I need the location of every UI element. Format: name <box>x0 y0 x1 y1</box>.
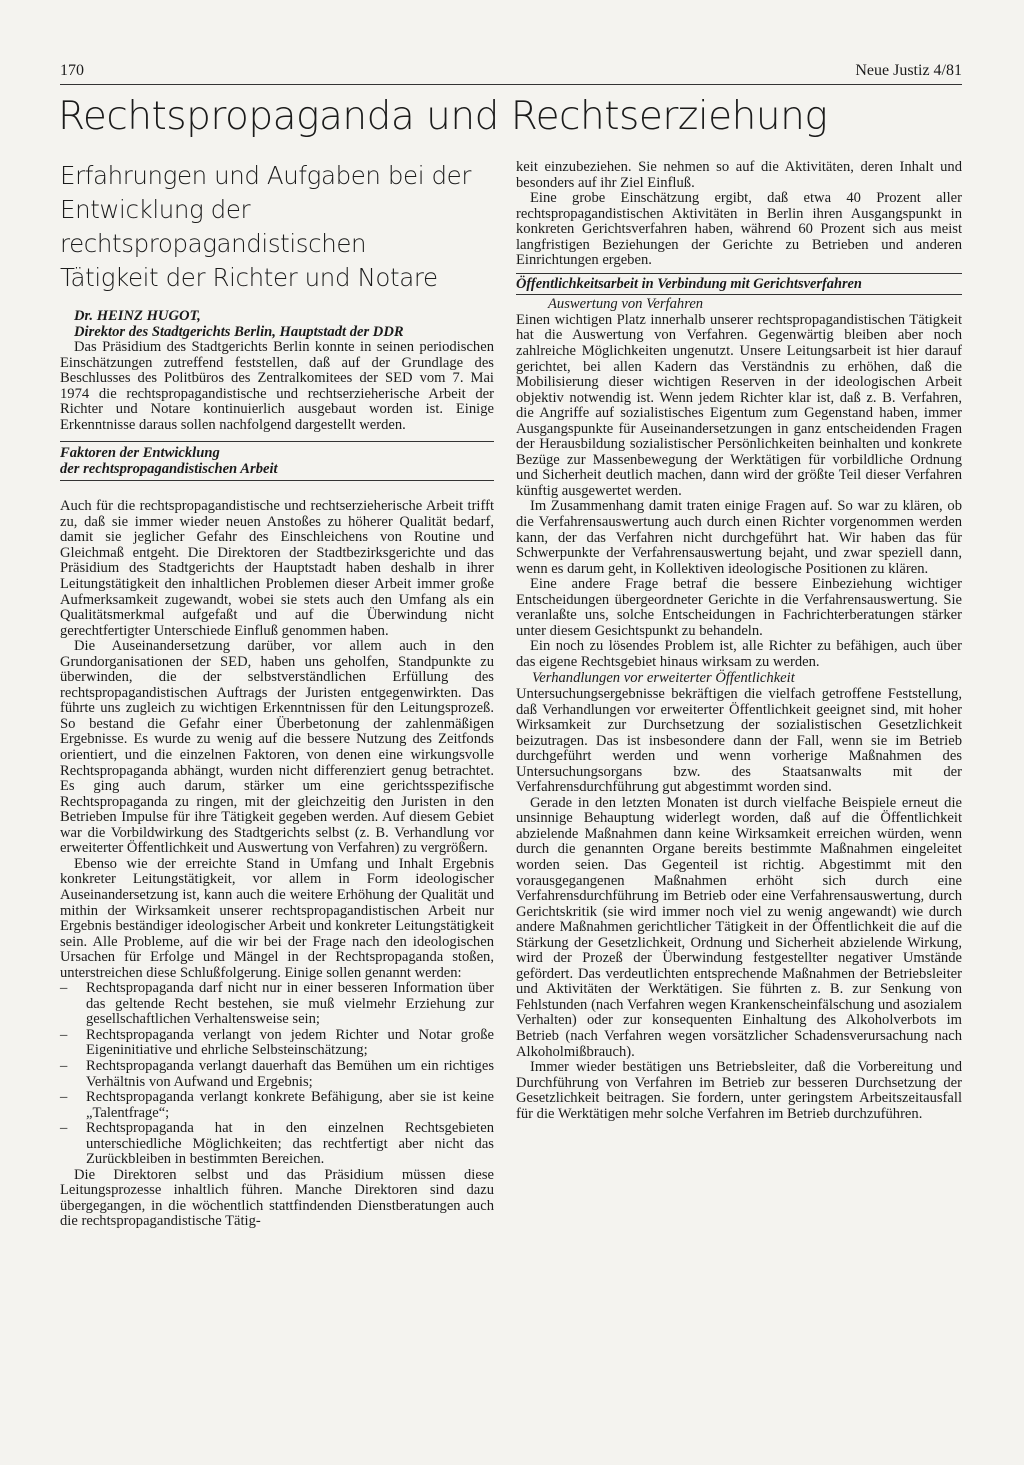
subheading-public-relations <box>516 273 962 296</box>
body-paragraph: Die Auseinandersetzung darüber, vor allem auch in den Grundorganisationen der SED, haben uns geholfen, Standpunkte zu überwinden, die der selbstverständlichen Erfüllung des rechtspropagandistischen Auftrags der Juristen entgegenwirkten. Das führte uns zugleich zu wichtigen Erkenntnissen für den Leitungsprozeß. So bestand die Gefahr einer Überbetonung der zahlenmäßigen Ergebnisse. Es wurde zu wenig auf die bessere Nutzung des Zeitfonds orientiert, und die einzelnen Faktoren, von denen eine wirkungsvolle Rechtspropaganda abhängt, wurden nicht differenziert genug betrachtet. Es ging auch darum, stärker um eine gerichtsspezifische Rechtspropaganda zu ringen, mit der gleichzeitig den Juristen in den Betrieben Impulse für ihre Tätigkeit gegeben werden. Auf diesem Gebiet war die Vorbildwirkung des Stadtgerichts selbst (z. B. Verhandlung vor erweiterter Öffentlichkeit und Auswertung von Verfahren) zu vergrößern. <box>60 638 494 857</box>
author-description: Direktor des Stadtgerichts Berlin, Hauptstadt der DDR <box>74 324 404 340</box>
body-paragraph: Immer wieder bestätigen uns Betriebsleiter, daß die Vorbereitung und Durchführung von Verfahren im Betrieb zur besseren Durchsetzung der Gesetzlichkeit beitragen. Sie fordern, unter geringstem Arbeitszeitausfall für die Werktätigen mehr solche Verfahren im Betrieb durchzuführen. <box>516 1059 962 1122</box>
subheading-line: der rechtspropagandistischen Arbeit <box>60 460 278 477</box>
subheading-factors <box>60 441 494 481</box>
body-paragraph: Die Direktoren selbst und das Präsidium müssen diese Leitungsprozesse inhaltlich führen. Manche Direktoren sind dazu übergegangen, in die wöchentlich stattfindenden Dienstberatungen auch die rechtspropagandistische Tätig- <box>60 1166 494 1230</box>
right-column <box>516 160 962 1122</box>
body-paragraph: Ein noch zu lösendes Problem ist, alle Richter zu befähigen, auch über das eigene Rechtsgebiet hinaus wirksam zu werden. <box>516 638 962 670</box>
body-paragraph: Im Zusammenhang damit traten einige Fragen auf. So war zu klären, ob die Verfahrensauswertung auch durch einen Richter vorgenommen werden kann, der das Verfahren nicht durchgeführt hat. Wir haben das für Schwerpunkte der Verfahrensauswertung bejaht, und zwar speziell dann, wenn es darum geht, in Kollektiven ideologische Positionen zu klären. <box>516 498 962 577</box>
section-title: Rechtspropaganda und Rechtserziehung <box>58 94 828 139</box>
subheading-evaluation: Auswertung von Verfahren <box>548 296 704 313</box>
body-paragraph: Auch für die rechtspropagandistische und rechtserzieherische Arbeit trifft zu, daß sie immer wieder neuen Anstoßes zu höherer Qualität bedarf, damit sie jeglicher Gefahr des Einschleichens von Routine und Gleichmaß entgeht. Die Direktoren der Stadtbezirksgerichte und das Präsidium des Stadtgerichts der Hauptstadt haben deshalb in ihrer Leitungstätigkeit den inhaltlichen Problemen dieser Arbeit immer große Aufmerksamkeit zugewandt, wobei sie stets auch den Umfang als ein Qualitätsmerkmal aufgefaßt und auf die Überwindung nicht gerechtfertigter Unterschiede Einfluß genommen haben. <box>60 498 494 639</box>
left-column <box>60 159 494 1230</box>
body-paragraph: keit einzubeziehen. Sie nehmen so auf die Aktivitäten, deren Inhalt und besonders auf ihr Ziel Einfluß. <box>516 159 962 191</box>
article-title-line: Entwicklung der rechtspropagandistischen <box>60 195 367 258</box>
author-name: Dr. HEINZ HUGOT, <box>74 308 201 324</box>
body-paragraph: Untersuchungsergebnisse bekräftigen die vielfach getroffene Feststellung, daß Verhandlungen vor erweiterter Öffentlichkeit geeignet sind, mit hoher Wirksamkeit zur Durchsetzung der sozialistischen Gesetzlichkeit beizutragen. Das ist insbesondere dann der Fall, wenn sie im Betrieb durchgeführt werden und wenn vorherige Maßnahmen des Untersuchungsorgans bzw. des Staatsanwalts mit der Verfahrensdurchführung gut abgestimmt worden sind. <box>516 686 962 796</box>
list-item: – Rechtspropaganda darf nicht nur in einer besseren Information über das geltende Recht bestehen, sie muß vielmehr Erziehung zur gesellschaftlichen Verhaltensweise sein; <box>60 981 494 1028</box>
subheading-line: Faktoren der Entwicklung <box>60 445 220 462</box>
body-paragraph: Einen wichtigen Platz innerhalb unserer rechtspropagandistischen Tätigkeit hat die Auswertung von Verfahren. Gegenwärtig bleiben aber noch zahlreiche Möglichkeiten ungenutzt. Unsere Leitungsarbeit ist hier darauf gerichtet, bei allen Kadern das Verständnis zu erhöhen, daß die Mobilisierung dieser wichtigen Reserven in der ideologischen Arbeit objektiv notwendig ist. Wenn jedem Richter klar ist, daß z. B. Verfahren, die Angriffe auf sozialistisches Eigentum zum Gegenstand haben, immer Ausgangspunkte für Auseinandersetzungen in ganz entscheidenden Fragen der Herausbildung sozialistischer Persönlichkeiten beinhalten und konkrete Bezüge zur Massenbewegung der Werktätigen für vorbildliche Ordnung und Sicherheit deutlich machen, dann wird der größte Teil dieser Verfahren künftig ausgewertet werden. <box>516 311 962 499</box>
body-paragraph: Gerade in den letzten Monaten ist durch vielfache Beispiele erneut die unsinnige Behauptung widerlegt worden, daß auf die Öffentlichkeit abzielende Maßnahmen dann keine Wirksamkeit erreichen würden, wenn durch die genannten Organe bereits bestimmte Maßnahmen eingeleitet worden seien. Das Gegenteil ist richtig. Abgestimmt mit den vorausgegangenen Maßnahmen erhöht sich durch eine Verfahrensdurchführung im Betrieb oder eine Verfahrensauswertung, durch Gerichtskritik (sie wird immer noch viel zu wenig angewandt) wie durch andere Maßnahmen gerichtlicher Tätigkeit in der Öffentlichkeit die auf die Stärkung der Gesetzlichkeit, Ordnung und Sicherheit abzielende Wirkung, wird der Prozeß der Überwindung festgestellter negativer Umstände gefördert. Das verdeutlichten entsprechende Maßnahmen der Betriebsleiter und Aktivitäten der Werktätigen. Sie führten z. B. zur Senkung von Fehlstunden (nach Verfahren wegen Krankenscheinfälschung und asozialem Verhalten) oder zur konsequenten Einhaltung des Alkoholverbots im Betrieb (nach Verfahren wegen vorsätzlicher Schadensverursachung nach Alkoholmißbrauch). <box>516 794 962 1060</box>
problem-list <box>60 981 494 1168</box>
list-item: – Rechtspropaganda hat in den einzelnen Rechtsgebieten unterschiedliche Möglichkeiten; das rechtfertigt aber nicht das Zurückbleiben in bestimmten Bereichen. <box>60 1121 494 1168</box>
page-header <box>60 62 962 84</box>
header-rule <box>60 84 962 85</box>
list-item: – Rechtspropaganda verlangt dauerhaft das Bemühen um ein richtiges Verhältnis von Aufwand und Ergebnis; <box>60 1059 494 1090</box>
intro-paragraph: Das Präsidium des Stadtgerichts Berlin konnte in seinen periodischen Einschätzungen zutreffend feststellen, daß auf der Grundlage des Beschlusses des Politbüros des Zentralkomitees der SED vom 7. Mai 1974 die rechtspropagandistische und rechtserzieherische Arbeit der Richter und Notare kontinuierlich ausgebaut worden ist. Einige Erkenntnisse daraus sollen nachfolgend dargestellt werden. <box>60 339 494 433</box>
list-item: – Rechtspropaganda verlangt konkrete Befähigung, aber sie ist keine „Talentfrage“; <box>60 1090 494 1121</box>
article-title-line: Erfahrungen und Aufgaben bei der <box>60 161 472 190</box>
page-number: 170 <box>60 62 84 79</box>
subheading-line: Öffentlichkeitsarbeit in Verbindung mit Gerichtsverfahren <box>516 275 862 292</box>
list-item: – Rechtspropaganda verlangt von jedem Richter und Notar große Eigeninitiative und ehrliche Selbsteinschätzung; <box>60 1028 494 1059</box>
subheading-public-hearings: Verhandlungen vor erweiterter Öffentlichkeit <box>532 670 795 687</box>
body-paragraph: Eine andere Frage betraf die bessere Einbeziehung wichtiger Entscheidungen übergeordneter Gerichte in die Verfahrensauswertung. Sie veranlaßte uns, solche Entscheidungen in Fachrichterberatungen stärker unter diesem Gesichtspunkt zu behandeln. <box>516 576 962 639</box>
body-paragraph: Eine grobe Einschätzung ergibt, daß etwa 40 Prozent aller rechtspropagandistischen Aktivitäten in Berlin ihren Ausgangspunkt in konkreten Gerichtsverfahren haben, während 60 Prozent sich aus meist langfristigen Beziehungen der Gerichte zu Betrieben und anderen Einrichtungen ergeben. <box>516 190 962 269</box>
body-paragraph: Ebenso wie der erreichte Stand in Umfang und Inhalt Ergebnis konkreter Leitungstätigkeit, vor allem in Form ideologischer Auseinandersetzung ist, kann auch die weitere Erhöhung der Qualität und mithin der Wirksamkeit unserer rechtspropagandistischen Arbeit nur Ergebnis beständiger ideologischer Arbeit und konkreter Leitungstätigkeit sein. Alle Probleme, auf die wir bei der Frage nach den ideologischen Ursachen für Erfolge und Mängel in der Rechtspropaganda stoßen, unterstreichen diese Schlußfolgerung. Einige sollen genannt werden: <box>60 855 494 981</box>
article-title-line: Tätigkeit der Richter und Notare <box>60 263 438 292</box>
journal-issue: Neue Justiz 4/81 <box>855 62 962 79</box>
article-title <box>60 159 494 295</box>
